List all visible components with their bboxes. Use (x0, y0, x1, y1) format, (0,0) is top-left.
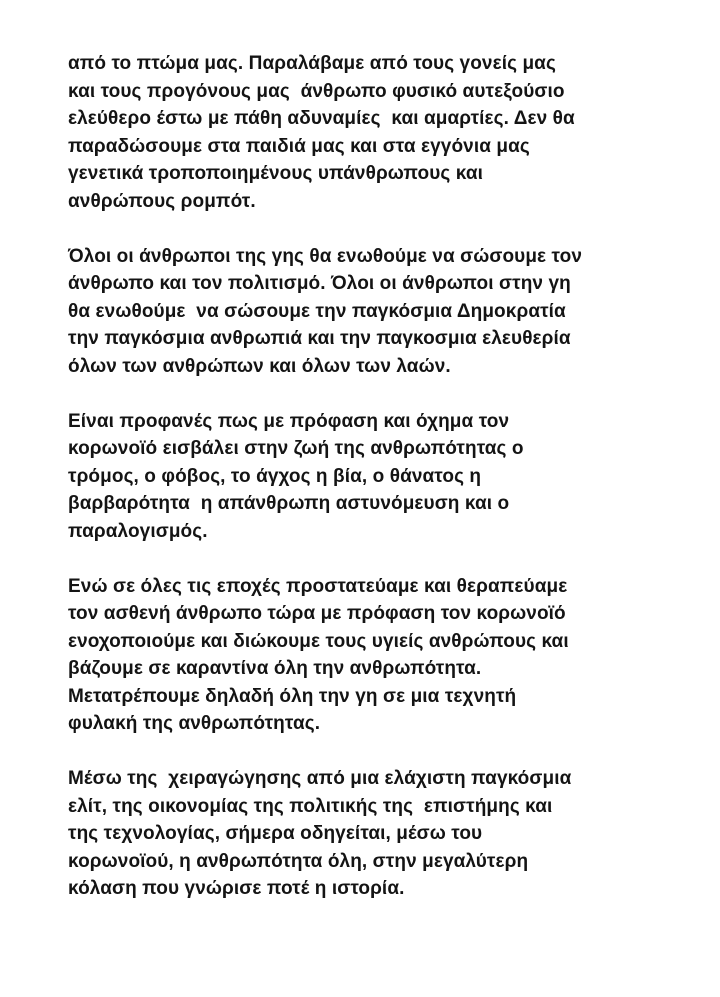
text-line: Ενώ σε όλες τις εποχές προστατεύαμε και θεραπεύαμε (68, 575, 568, 597)
text-line: Είναι προφανές πως με πρόφαση και όχημα τον (68, 410, 510, 432)
paragraph-5 (68, 765, 708, 903)
paragraph-4 (68, 573, 708, 738)
text-line: παραδώσουμε στα παιδιά μας και στα εγγόνια μας (68, 135, 530, 157)
text-line: ελίτ, της οικονομίας της πολιτικής της επιστήμης και (68, 795, 553, 817)
text-line: της τεχνολογίας, σήμερα οδηγείται, μέσω του (68, 823, 483, 844)
text-line: τον ασθενή άνθρωπο τώρα με πρόφαση τον κορωνοϊό (68, 603, 566, 624)
text-line: Μετατρέπουμε δηλαδή όλη την γη σε μια τεχνητή (68, 685, 517, 707)
paragraph-1 (68, 50, 708, 215)
text-line: βαρβαρότητα η απάνθρωπη αστυνόμευση και ο (68, 493, 510, 514)
text-line: την παγκόσμια ανθρωπιά και την παγκοσμια ελευθερία (68, 328, 571, 349)
text-line: τρόμος, ο φόβος, το άγχος η βία, ο θάνατος η (68, 465, 482, 487)
text-line: Μέσω της χειραγώγησης από μια ελάχιστη παγκόσμια (68, 768, 572, 789)
text-line: και τους προγόνους μας άνθρωπο φυσικό αυτεξούσιο (68, 80, 565, 102)
text-line: θα ενωθούμε να σώσουμε την παγκόσμια Δημοκρατία (68, 300, 566, 322)
text-line: από το πτώμα μας. Παραλάβαμε από τους γονείς μας (68, 53, 556, 74)
text-line: φυλακή της ανθρωπότητας. (68, 713, 321, 734)
text-line: βάζουμε σε καραντίνα όλη την ανθρωπότητα. (68, 658, 482, 679)
text-line: κορωνοϊού, η ανθρωπότητα όλη, στην μεγαλύτερη (68, 850, 529, 872)
paragraph-2 (68, 243, 708, 381)
text-line: κόλαση που γνώρισε ποτέ η ιστορία. (68, 878, 405, 899)
text-line: Όλοι οι άνθρωποι της γης θα ενωθούμε να σώσουμε τον (68, 245, 582, 267)
text-line: άνθρωπο και τον πολιτισμό. Όλοι οι άνθρωποι στην γη (68, 273, 571, 294)
text-line: ελεύθερο έστω με πάθη αδυναμίες και αμαρτίες. Δεν θα (68, 108, 575, 129)
text-line: ενοχοποιούμε και διώκουμε τους υγιείς ανθρώπους και (68, 630, 569, 652)
document-body (68, 50, 708, 930)
paragraph-3 (68, 408, 708, 546)
text-line: κορωνοϊό εισβάλει στην ζωή της ανθρωπότητας ο (68, 438, 524, 459)
text-line: παραλογισμός. (68, 520, 208, 542)
text-line: όλων των ανθρώπων και όλων των λαών. (68, 355, 451, 377)
text-line: γενετικά τροποποιημένους υπάνθρωπους και (68, 163, 483, 184)
text-line: ανθρώπους ρομπότ. (68, 190, 256, 212)
